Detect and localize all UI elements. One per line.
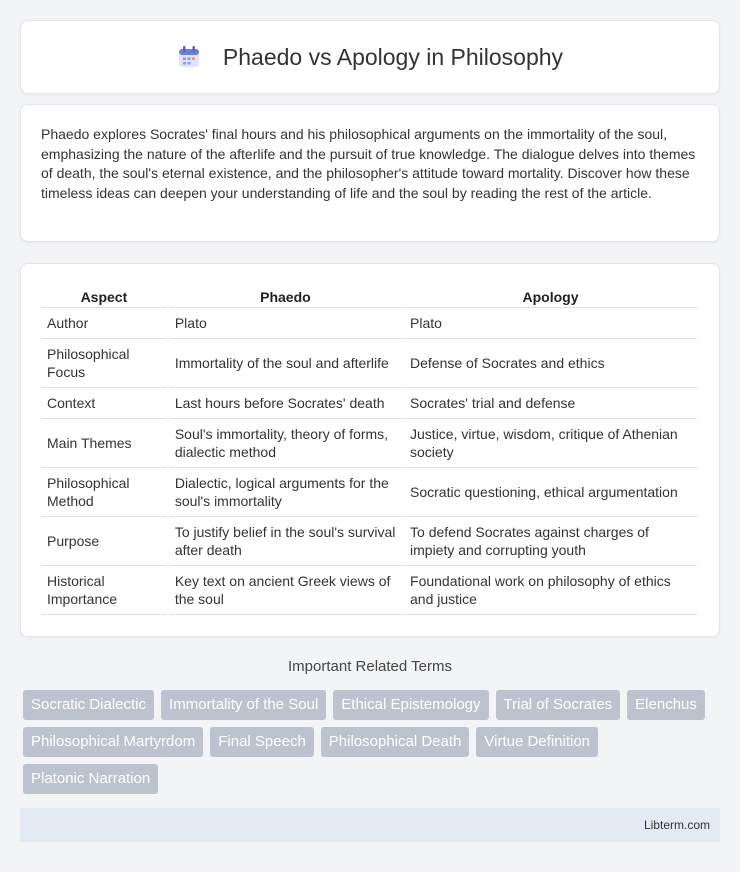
table-cell: Socratic questioning, ethical argumentation <box>404 468 697 517</box>
table-row <box>41 468 697 517</box>
related-term-tag[interactable]: Trial of Socrates <box>496 690 621 720</box>
table-cell: Purpose <box>41 517 167 566</box>
related-term-tag[interactable]: Philosophical Martyrdom <box>23 727 203 757</box>
table-row <box>41 308 697 339</box>
header-apology: Apology <box>404 284 697 308</box>
footer <box>20 808 720 842</box>
table-cell: Plato <box>169 308 402 339</box>
related-term-tag[interactable]: Final Speech <box>210 727 314 757</box>
related-terms-list <box>23 690 723 794</box>
table-cell: Key text on ancient Greek views of the soul <box>169 566 402 615</box>
table-cell: Justice, virtue, wisdom, critique of Athenian society <box>404 419 697 468</box>
table-row <box>41 339 697 388</box>
related-term-tag[interactable]: Immortality of the Soul <box>161 690 326 720</box>
table-row <box>41 388 697 419</box>
table-cell: Author <box>41 308 167 339</box>
related-term-tag[interactable]: Elenchus <box>627 690 705 720</box>
table-cell: Main Themes <box>41 419 167 468</box>
table-cell: Defense of Socrates and ethics <box>404 339 697 388</box>
table-header-row <box>41 284 697 308</box>
table-row <box>41 566 697 615</box>
table-cell: Immortality of the soul and afterlife <box>169 339 402 388</box>
table-cell: Socrates' trial and defense <box>404 388 697 419</box>
table-cell: To justify belief in the soul's survival after death <box>169 517 402 566</box>
table-cell: Last hours before Socrates' death <box>169 388 402 419</box>
page-title: Phaedo vs Apology in Philosophy <box>222 43 564 70</box>
intro-text: Phaedo explores Socrates' final hours and his philosophical arguments on the immortality of the soul, emphasizing the nature of the afterlife and the pursuit of true knowledge. The dialogue delves into themes of death, the soul's eternal existence, and the philosopher's attitude toward mortality. Discover how these timeless ideas can deepen your understanding of life and the soul by reading the rest of the article. <box>41 126 696 201</box>
table-cell: Dialectic, logical arguments for the soul's immortality <box>169 468 402 517</box>
table-cell: Philosophical Method <box>41 468 167 517</box>
related-term-tag[interactable]: Philosophical Death <box>321 727 470 757</box>
header-aspect: Aspect <box>41 284 167 308</box>
table-cell: Philosophical Focus <box>41 339 167 388</box>
table-row <box>41 517 697 566</box>
table-cell: Foundational work on philosophy of ethics and justice <box>404 566 697 615</box>
table-cell: Plato <box>404 308 697 339</box>
table-cell: Historical Importance <box>41 566 167 615</box>
table-row <box>41 419 697 468</box>
footer-site-link[interactable]: Libterm.com <box>643 818 710 832</box>
table-cell: To defend Socrates against charges of impiety and corrupting youth <box>404 517 697 566</box>
title-card <box>20 20 720 94</box>
comparison-table <box>39 284 699 615</box>
related-term-tag[interactable]: Virtue Definition <box>476 727 598 757</box>
related-term-tag[interactable]: Ethical Epistemology <box>333 690 488 720</box>
calendar-icon <box>177 45 201 69</box>
intro-card <box>20 104 720 242</box>
related-term-tag[interactable]: Platonic Narration <box>23 764 158 794</box>
comparison-table-card <box>20 263 720 637</box>
table-cell: Soul's immortality, theory of forms, dialectic method <box>169 419 402 468</box>
related-term-tag[interactable]: Socratic Dialectic <box>23 690 154 720</box>
related-terms-title: Important Related Terms <box>288 658 452 675</box>
table-cell: Context <box>41 388 167 419</box>
header-phaedo: Phaedo <box>169 284 402 308</box>
